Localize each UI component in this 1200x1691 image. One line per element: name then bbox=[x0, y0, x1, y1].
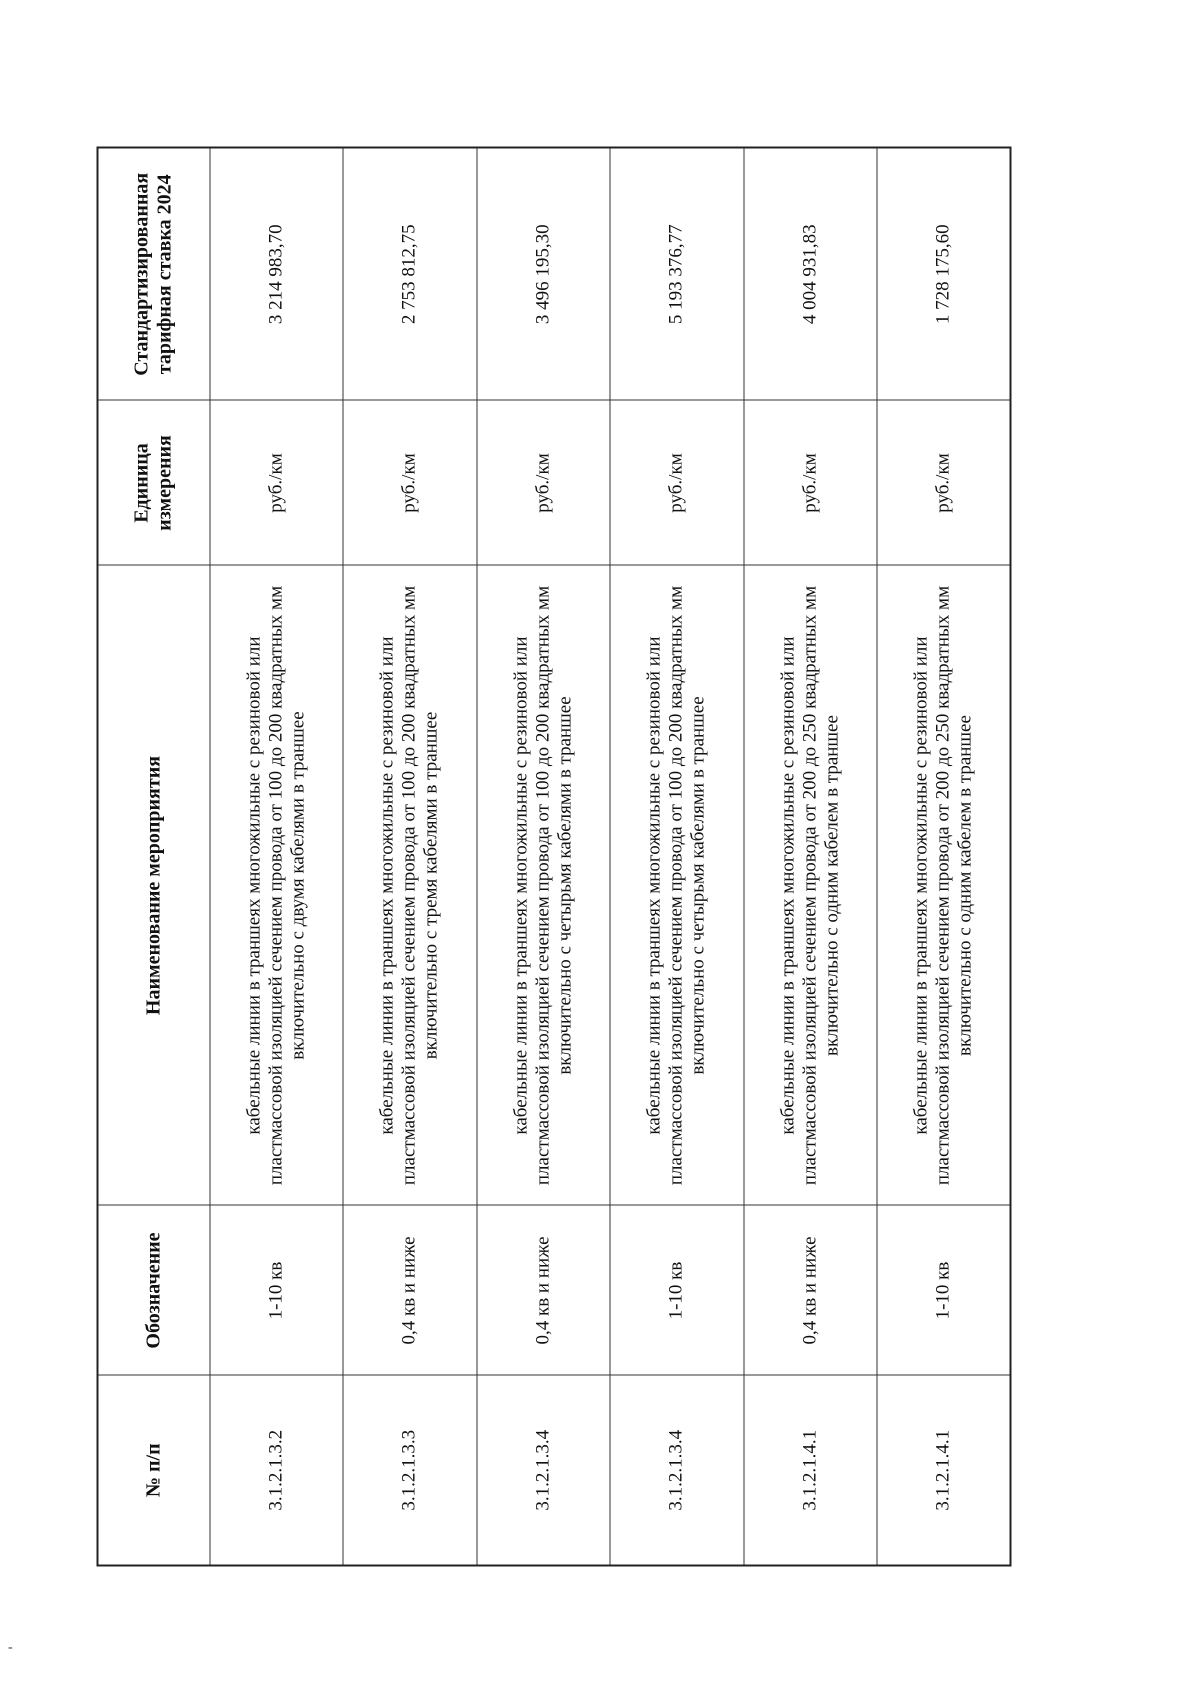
table-row bbox=[477, 148, 611, 1566]
header-rate: Стандартизированная тарифная ставка 2024 bbox=[98, 148, 210, 401]
cell-rate: 3 214 983,70 bbox=[210, 148, 344, 401]
cell-name: кабельные линии в траншеях многожильные с резиновой или пластмассовой изоляцией сечением провода от 200 до 250 квадратных мм включительно с одним кабелем в траншее bbox=[744, 566, 878, 1206]
cell-unit: руб./км bbox=[877, 401, 1011, 566]
cell-code: 1-10 кв bbox=[877, 1206, 1011, 1376]
cell-unit: руб./км bbox=[610, 401, 744, 566]
table-row bbox=[210, 148, 344, 1566]
cell-num: 3.1.2.1.4.1 bbox=[877, 1376, 1011, 1566]
table-header-row bbox=[98, 148, 210, 1566]
page-edge-mark: - bbox=[8, 1640, 13, 1655]
cell-unit: руб./км bbox=[744, 401, 878, 566]
cell-rate: 2 753 812,75 bbox=[343, 148, 477, 401]
tariff-rates-table bbox=[97, 147, 1012, 1567]
table-row bbox=[744, 148, 878, 1566]
cell-unit: руб./км bbox=[343, 401, 477, 566]
cell-code: 0,4 кв и ниже bbox=[343, 1206, 477, 1376]
cell-name: кабельные линии в траншеях многожильные с резиновой или пластмассовой изоляцией сечением провода от 100 до 200 квадратных мм включительно с четырьмя кабелями в траншее bbox=[477, 566, 611, 1206]
cell-num: 3.1.2.1.4.1 bbox=[744, 1376, 878, 1566]
cell-code: 0,4 кв и ниже bbox=[477, 1206, 611, 1376]
header-name: Наименование мероприятия bbox=[98, 566, 210, 1206]
cell-num: 3.1.2.1.3.4 bbox=[477, 1376, 611, 1566]
cell-unit: руб./км bbox=[210, 401, 344, 566]
table-row bbox=[877, 148, 1011, 1566]
cell-unit: руб./км bbox=[477, 401, 611, 566]
cell-name: кабельные линии в траншеях многожильные с резиновой или пластмассовой изоляцией сечением провода от 100 до 200 квадратных мм включительно с четырьмя кабелями в траншее bbox=[610, 566, 744, 1206]
cell-code: 1-10 кв bbox=[610, 1206, 744, 1376]
table-row bbox=[610, 148, 744, 1566]
cell-rate: 4 004 931,83 bbox=[744, 148, 878, 401]
cell-rate: 1 728 175,60 bbox=[877, 148, 1011, 401]
cell-code: 1-10 кв bbox=[210, 1206, 344, 1376]
cell-num: 3.1.2.1.3.4 bbox=[610, 1376, 744, 1566]
cell-code: 0,4 кв и ниже bbox=[744, 1206, 878, 1376]
cell-num: 3.1.2.1.3.3 bbox=[343, 1376, 477, 1566]
cell-rate: 3 496 195,30 bbox=[477, 148, 611, 401]
header-code: Обозначение bbox=[98, 1206, 210, 1376]
cell-name: кабельные линии в траншеях многожильные с резиновой или пластмассовой изоляцией сечением провода от 100 до 200 квадратных мм включительно с тремя кабелями в траншее bbox=[343, 566, 477, 1206]
cell-num: 3.1.2.1.3.2 bbox=[210, 1376, 344, 1566]
cell-name: кабельные линии в траншеях многожильные с резиновой или пластмассовой изоляцией сечением провода от 100 до 200 квадратных мм включительно с двумя кабелями в траншее bbox=[210, 566, 344, 1206]
header-num: № п/п bbox=[98, 1376, 210, 1566]
cell-rate: 5 193 376,77 bbox=[610, 148, 744, 401]
cell-name: кабельные линии в траншеях многожильные с резиновой или пластмассовой изоляцией сечением провода от 200 до 250 квадратных мм включительно с одним кабелем в траншее bbox=[877, 566, 1011, 1206]
header-unit: Единица измерения bbox=[98, 401, 210, 566]
table-row bbox=[343, 148, 477, 1566]
